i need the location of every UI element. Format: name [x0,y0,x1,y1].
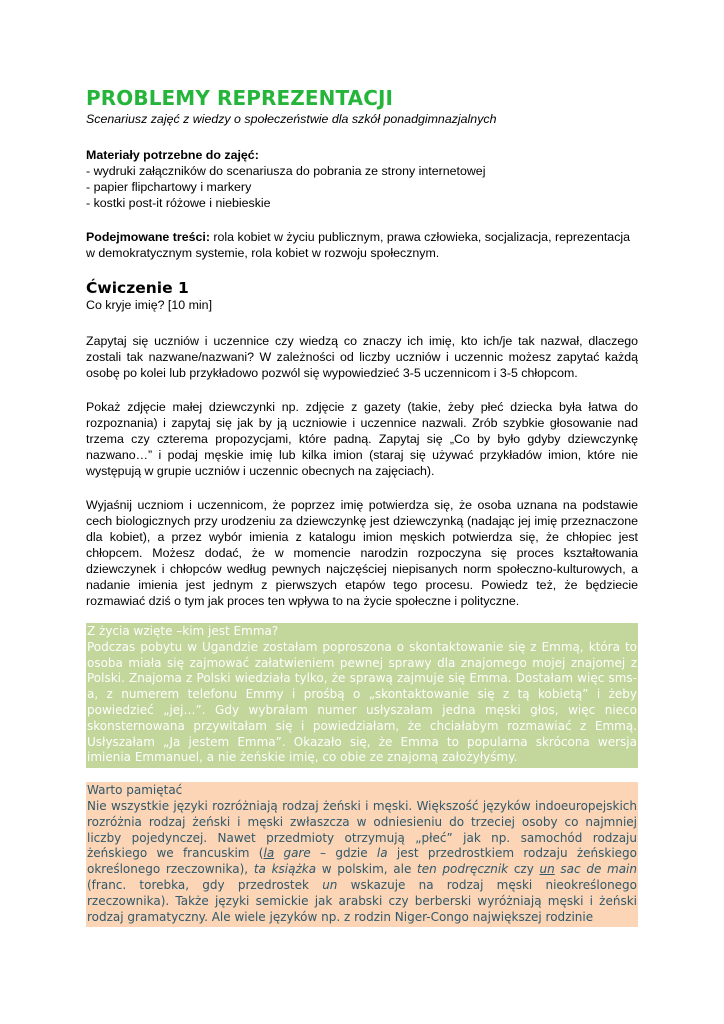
remember-term: un [539,862,555,877]
exercise-subtitle: Co kryje imię? [10 min] [86,298,213,312]
remember-text-part: – gdzie [310,846,377,861]
remember-box [86,782,638,927]
remember-term: un [322,877,338,892]
topics-section [86,229,638,261]
page-title: PROBLEMY REPREZENTACJI [86,86,394,110]
exercise-section [86,279,638,609]
exercise-paragraph: Wyjaśnij uczniom i uczennicom, że poprzez imię potwierdza się, że osoba uznana na podstawie cech biologicznych przy urodzeniu za dziewczynkę jest dziewczynką (nadając jej imię przeznaczone dla kobiet), a przez wybór imienia z katalogu imion męskich potwierdza się, że chłopiec jest chłopcem. Możesz dodać, że w momencie narodzin rozpoczyna się proces kształtowania dziewczynek i chłopców według pewnych najczęściej niepisanych norm społeczno-kulturowych, a nadanie imienia jest jednym z pierwszych etapów tego procesu. Powiedz też, że będziecie rozmawiać dziś o tym jak proces ten wpływa to na życie społeczne i polityczne. [86,498,638,608]
remember-term: la [263,846,275,861]
page-subtitle: Scenariusz zajęć z wiedzy o społeczeństwie dla szkół ponadgimnazjalnych [86,112,497,126]
remember-text-part: w polskim, ale [316,862,418,877]
materials-section [86,147,638,211]
remember-term: ten podręcznik [417,862,509,877]
remember-text-part: Nie wszystkie języki rozróżniają rodzaj żeński i męski. Większość języków indoeuropejskich rozróżnia rodzaj żeński i męski zwłaszcza w odniesieniu do trzeciej osoby co najmniej liczby pojedynczej. Nawet przedmioty otrzymują „płeć” jak np. samochód rodzaju żeńskiego we francuskim ( [87,798,637,861]
real-life-box [86,623,638,768]
remember-term: la [376,846,388,861]
materials-item: - papier flipchartowy i markery [86,180,252,194]
remember-term: sac de main [554,862,637,877]
remember-text-part: (franc. torebka, gdy przedrostek [87,877,323,892]
exercise-paragraph: Zapytaj się uczniów i uczennice czy wiedzą co znaczy ich imię, kto ich/je tak nazwał, dlaczego zostali tak nazwane/nazwani? W zależności od liczby uczniów i uczennic możesz zapytać każdą osobę po kolei lub przykładowo pozwól się wypowiedzieć 3-5 uczennicom i 3-5 chłopcom. [86,334,638,380]
document-page [86,86,638,927]
remember-term: gare [274,846,311,861]
real-life-heading: Z życia wzięte –kim jest Emma? [87,624,279,638]
remember-term: ta książka [253,862,317,877]
remember-text-part: jest przedrostkiem rodzaju żeńskiego określonego rzeczownika), [87,846,638,877]
real-life-text: Podczas pobytu w Ugandzie zostałam poproszona o skontaktowanie się z Emmą, która to osoba miała się zajmować załatwieniem pewnej sprawy dla znajomego mojej znajomej z Polski. Znajoma z Polski wiedziała tylko, że sprawą zajmuje się Emma. Dostałam więc sms-a, z numerem telefonu Emmy i prośbą o „skontaktowanie się z tą kobietą” i żeby powiedzieć „jej…”. Gdy wybrałam numer usłyszałam jedna męski głos, więc nieco skonsternowana przywitałam się i powiedziałam, że chciałabym rozmawiać z Emmą. Usłyszałam „Ja jestem Emma”. Okazało się, że Emma to popularna skrócona wersja imienia Emmanuel, a nie żeńskie imię, co obie ze znajomą założyłyśmy. [87,639,637,765]
topics-heading: Podejmowane treści: [86,230,210,244]
remember-heading: Warto pamiętać [87,783,183,798]
remember-text [87,799,637,925]
exercise-paragraph: Pokaż zdjęcie małej dziewczynki np. zdjęcie z gazety (takie, żeby płeć dziecka była łatwa do rozpoznania) i zapytaj się jak by ją uczniowie i uczennice nazwali. Zrób szybkie głosowanie nad trzema czy czterema propozycjami, które padną. Zapytaj się „Co by było gdyby dziewczynkę nazwano…” i podaj męskie imię lub kilka imion (staraj się używać przykładów imion, które nie występują w grupie uczniów i uczennic obecnych na zajęciach). [86,400,638,478]
topics-text: rola kobiet w życiu publicznym, prawa człowieka, socjalizacja, reprezentacja w demokratycznym systemie, rola kobiet w rozwoju społecznym. [86,230,631,260]
materials-item: - wydruki załączników do scenariusza do pobrania ze strony internetowej [86,164,486,178]
remember-text-part: wskazuje na rodzaj męski nieokreślonego rzeczownika). Także języki semickie jak arabski czy berberski wyróżniają męski i żeński rodzaj gramatyczny. Ale wiele języków np. z rodzin Niger-Congo największej rodzinie [87,877,638,924]
exercise-title: Ćwiczenie 1 [86,279,189,297]
materials-item: - kostki post-it różowe i niebieskie [86,196,271,210]
remember-text-part: czy [508,862,540,877]
materials-heading: Materiały potrzebne do zajęć: [86,148,259,162]
